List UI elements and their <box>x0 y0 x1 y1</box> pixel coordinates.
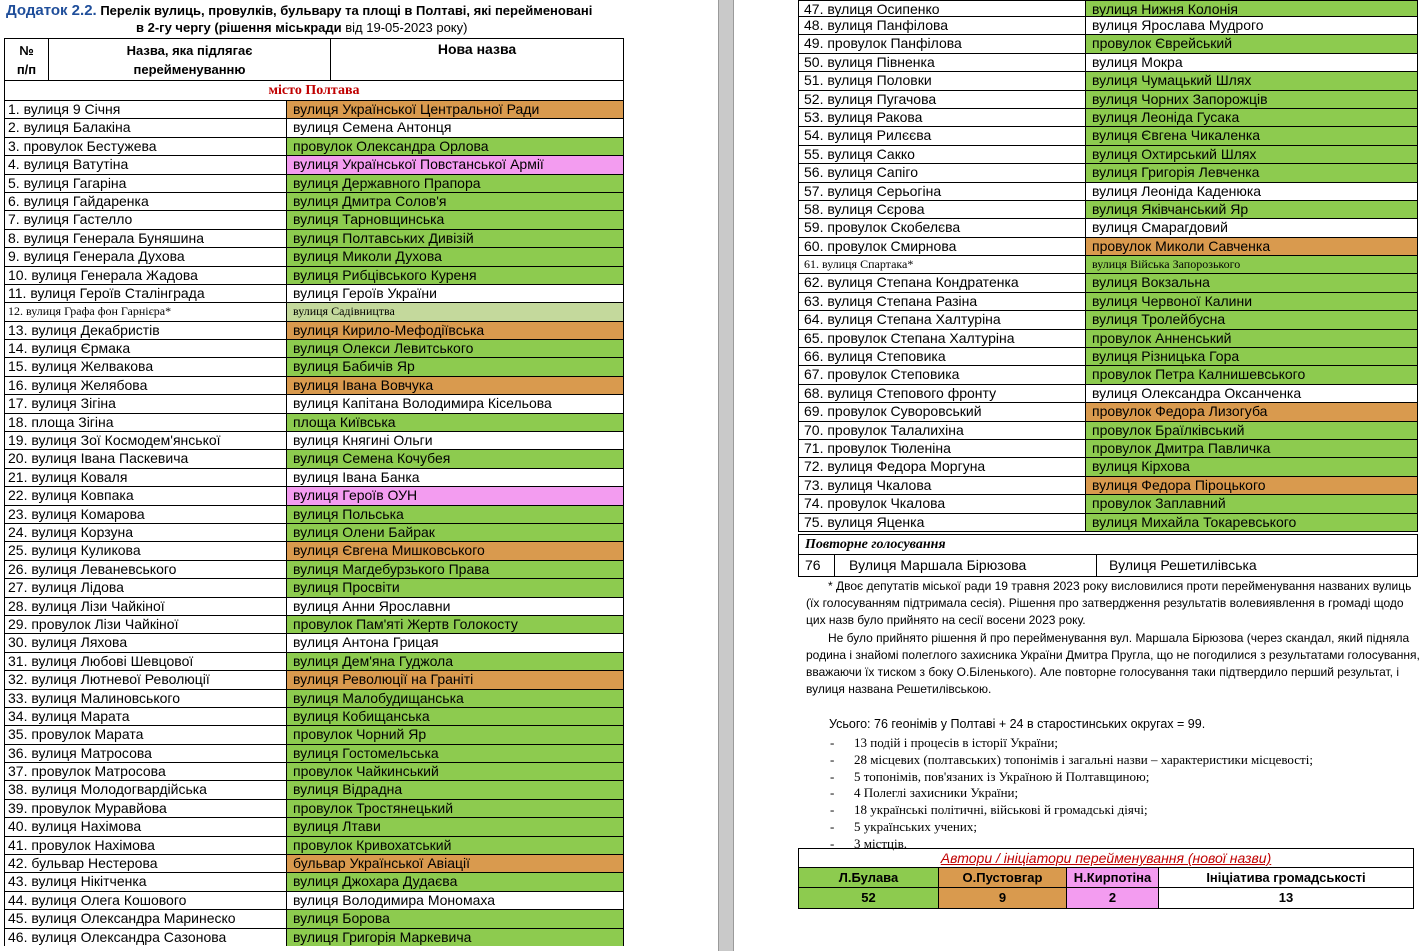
table-row <box>4 449 624 467</box>
old-street-name: 40. вулиця Нахімова <box>5 818 287 835</box>
old-street-name: 16. вулиця Желябова <box>5 377 287 394</box>
new-street-name: вулиця Вокзальна <box>1086 274 1417 291</box>
new-street-name: вулиця Магдебурзького Права <box>287 561 623 578</box>
new-street-name: провулок Єврейський <box>1086 35 1417 52</box>
footnote-2: Не було прийнято рішення й про перейменування вул. Маршала Бірюзова (через скандал, який підняла родина і знайомі полеглого захисника України Дмитра Пругла, що не погодилися з результатами голосування, вважаючи їх тиском з боку О.Біленького). Але повторне голосування таки підтвердило перший результат, і вулиця названа Решетилівською. <box>806 631 1420 696</box>
new-street-name: вулиця Тарновщинська <box>287 211 623 228</box>
old-street-name: 55. вулиця Сакко <box>799 146 1086 163</box>
old-street-name: 13. вулиця Декабристів <box>5 322 287 339</box>
new-street-name: вулиця Дем'яна Гуджола <box>287 653 623 670</box>
table-row <box>4 652 624 670</box>
authors-title: Автори / ініціатори перейменування (нової назви) <box>799 849 1413 868</box>
old-street-name: 10. вулиця Генерала Жадова <box>5 267 287 284</box>
old-street-name: 51. вулиця Половки <box>799 72 1086 89</box>
new-street-name: вулиця Федора Піроцького <box>1086 477 1417 494</box>
new-street-name: вулиця Мокра <box>1086 54 1417 71</box>
table-row <box>4 523 624 541</box>
old-street-name: 66. вулиця Степовика <box>799 348 1086 365</box>
table-row <box>4 578 624 596</box>
table-row <box>798 0 1418 16</box>
new-street-name: вулиця Григорія Левченка <box>1086 164 1417 181</box>
table-row <box>798 310 1418 328</box>
table-row <box>798 513 1418 531</box>
col-old-name-header <box>49 39 331 81</box>
table-row <box>4 376 624 394</box>
table-row <box>798 329 1418 347</box>
table-row <box>4 799 624 817</box>
table-row <box>4 872 624 890</box>
table-row <box>4 339 624 357</box>
summary-item: - 13 подій і процесів в історії України; <box>828 734 1427 751</box>
new-street-name: вулиця Борова <box>287 910 623 927</box>
col-old-line2: перейменуванню <box>133 62 246 77</box>
new-street-name: вулиця Смарагдовий <box>1086 219 1417 236</box>
new-street-name: вулиця Дмитра Солов'я <box>287 193 623 210</box>
new-street-name: вулиця Івана Вовчука <box>287 377 623 394</box>
table-row <box>4 817 624 835</box>
table-row <box>4 468 624 486</box>
old-street-name: 11. вулиця Героїв Сталінграда <box>5 285 287 302</box>
new-street-name: вулиця Малобудищанська <box>287 690 623 707</box>
table-row <box>4 302 624 320</box>
old-street-name: 50. вулиця Півненка <box>799 54 1086 71</box>
author-name: Ініціатива громадськості <box>1159 868 1413 887</box>
old-street-name: 69. провулок Суворовський <box>799 403 1086 420</box>
author-count: 52 <box>799 888 939 908</box>
table-row <box>798 237 1418 255</box>
new-street-name: вулиця Тролейбусна <box>1086 311 1417 328</box>
table-row <box>4 560 624 578</box>
summary-item: - 3 містців. <box>828 835 1427 852</box>
new-street-name: вулиця Семена Кочубея <box>287 450 623 467</box>
old-street-name: 12. вулиця Графа фон Гарнієра* <box>5 303 287 320</box>
repeat-vote-new-name: Вулиця Решетилівська <box>1109 557 1257 573</box>
new-street-name: провулок Петра Калнишевського <box>1086 366 1417 383</box>
new-street-name: вулиця Михайла Токаревського <box>1086 514 1417 531</box>
new-street-name: провулок Заплавний <box>1086 495 1417 512</box>
old-street-name: 62. вулиця Степана Кондратенка <box>799 274 1086 291</box>
old-street-name: 44. вулиця Олега Кошового <box>5 892 287 909</box>
new-street-name: вулиця Бабичів Яр <box>287 358 623 375</box>
old-street-name: 37. провулок Матросова <box>5 763 287 780</box>
old-street-name: 17. вулиця Зігіна <box>5 395 287 412</box>
old-street-name: 14. вулиця Єрмака <box>5 340 287 357</box>
table-row <box>4 486 624 504</box>
table-row <box>798 108 1418 126</box>
authors-counts-row <box>799 888 1413 908</box>
old-street-name: 31. вулиця Любові Шевцової <box>5 653 287 670</box>
old-street-name: 70. провулок Талалихіна <box>799 422 1086 439</box>
new-street-name: провулок Тростянецький <box>287 800 623 817</box>
table-row <box>4 155 624 173</box>
new-street-name: вулиця Охтирський Шлях <box>1086 146 1417 163</box>
authors-table <box>798 848 1414 909</box>
summary-item: - 5 українських учених; <box>828 818 1427 835</box>
new-street-name: вулиця Державного Прапора <box>287 175 623 192</box>
table-row <box>798 494 1418 512</box>
old-street-name: 46. вулиця Олександра Сазонова <box>5 929 287 946</box>
city-heading: місто Полтава <box>4 80 624 100</box>
new-street-name: вулиця Володимира Мономаха <box>287 892 623 909</box>
table-row <box>4 615 624 633</box>
table-row <box>4 891 624 909</box>
table-row <box>4 100 624 118</box>
table-row <box>798 365 1418 383</box>
new-street-name: вулиця Червоної Калини <box>1086 293 1417 310</box>
table-row <box>4 909 624 927</box>
old-street-name: 34. вулиця Марата <box>5 708 287 725</box>
new-street-name: вулиця Садівництва <box>287 303 623 320</box>
table-row <box>4 707 624 725</box>
right-page <box>734 0 1427 951</box>
table-row <box>4 321 624 339</box>
author-name: О.Пустовгар <box>939 868 1067 887</box>
new-street-name: провулок Чайкинський <box>287 763 623 780</box>
new-street-name: провулок Браїлківський <box>1086 422 1417 439</box>
new-street-name: вулиця Нижня Колонія <box>1086 1 1417 16</box>
old-street-name: 7. вулиця Гастелло <box>5 211 287 228</box>
old-street-name: 41. провулок Нахімова <box>5 837 287 854</box>
page-gutter <box>718 0 734 951</box>
document-title: Перелік вулиць, провулків, бульвару та площі в Полтаві, які перейменовані <box>96 3 593 18</box>
new-street-name: вулиця Олександра Оксанченка <box>1086 385 1417 402</box>
table-row <box>4 357 624 375</box>
old-street-name: 71. провулок Тюленіна <box>799 440 1086 457</box>
new-street-name: провулок Чорний Яр <box>287 726 623 743</box>
old-street-name: 32. вулиця Лютневої Революції <box>5 671 287 688</box>
table-row <box>798 53 1418 71</box>
old-street-name: 30. вулиця Ляхова <box>5 634 287 651</box>
repeat-vote-title: Повторне голосування <box>798 534 1418 555</box>
old-street-name: 35. провулок Марата <box>5 726 287 743</box>
repeat-vote-number: 76 <box>799 555 835 576</box>
table-row <box>4 284 624 302</box>
table-row <box>4 541 624 559</box>
table-row <box>798 163 1418 181</box>
old-street-name: 26. вулиця Леваневського <box>5 561 287 578</box>
col-number-line1: № <box>19 43 34 58</box>
old-street-name: 43. вулиця Нікітченка <box>5 873 287 890</box>
table-row <box>4 633 624 651</box>
new-street-name: вулиця Чумацький Шлях <box>1086 72 1417 89</box>
col-new-name-header: Нова назва <box>437 41 517 57</box>
table-row <box>4 762 624 780</box>
table-row <box>798 457 1418 475</box>
new-street-name: вулиця Рибцівського Куреня <box>287 267 623 284</box>
new-street-name: вулиця Анни Ярославни <box>287 598 623 615</box>
new-street-name: вулиця Леоніда Гусака <box>1086 109 1417 126</box>
old-street-name: 47. вулиця Осипенко <box>799 1 1086 16</box>
old-street-name: 73. вулиця Чкалова <box>799 477 1086 494</box>
table-row <box>798 218 1418 236</box>
new-street-name: вулиця Капітана Володимира Кісельова <box>287 395 623 412</box>
new-street-name: вулиця Кирило-Мефодіївська <box>287 322 623 339</box>
table-row <box>4 413 624 431</box>
summary-total: Усього: 76 геонімів у Полтаві + 24 в старостинських округах = 99. <box>829 717 1206 731</box>
new-street-name: вулиця Полтавських Дивізій <box>287 230 623 247</box>
new-street-name: провулок Олександра Орлова <box>287 138 623 155</box>
old-street-name: 67. провулок Степовика <box>799 366 1086 383</box>
new-street-name: вулиця Кірхова <box>1086 458 1417 475</box>
left-rows <box>4 100 624 946</box>
table-row <box>4 597 624 615</box>
author-name: Л.Булава <box>799 868 939 887</box>
new-street-name: вулиця Івана Банка <box>287 469 623 486</box>
old-street-name: 5. вулиця Гагаріна <box>5 175 287 192</box>
old-street-name: 65. провулок Степана Халтуріна <box>799 330 1086 347</box>
author-count: 9 <box>939 888 1067 908</box>
new-street-name: вулиця Героїв ОУН <box>287 487 623 504</box>
table-row <box>798 200 1418 218</box>
old-street-name: 45. вулиця Олександра Маринеско <box>5 910 287 927</box>
table-row <box>4 174 624 192</box>
old-street-name: 27. вулиця Лідова <box>5 579 287 596</box>
footnote-1: * Двоє депутатів міської ради 19 травня 2023 року висловилися проти перейменування названих вулиць (їх голосуванням підтримала сесія). Рішення про затвердження результатів волевиявлення в громаді щодо цих назв було прийнято на сесії восени 2023 року. <box>806 579 1412 627</box>
appendix-label: Додаток 2.2. <box>6 2 97 19</box>
table-row <box>798 255 1418 273</box>
old-street-name: 22. вулиця Ковпака <box>5 487 287 504</box>
old-street-name: 23. вулиця Комарова <box>5 506 287 523</box>
new-street-name: вулиця Чорних Запорожців <box>1086 91 1417 108</box>
new-street-name: провулок Пам'яті Жертв Голокосту <box>287 616 623 633</box>
footnotes <box>806 578 1424 699</box>
old-street-name: 56. вулиця Сапіго <box>799 164 1086 181</box>
old-street-name: 68. вулиця Степового фронту <box>799 385 1086 402</box>
old-street-name: 59. провулок Скобелєва <box>799 219 1086 236</box>
authors-names-row <box>799 868 1413 888</box>
document-subtitle: в 2-гу чергу (рішення міськради від 19-05-2023 року) <box>136 20 468 35</box>
new-street-name: вулиця Кобищанська <box>287 708 623 725</box>
new-street-name: провулок Дмитра Павличка <box>1086 440 1417 457</box>
old-street-name: 61. вулиця Спартака* <box>799 256 1086 273</box>
old-street-name: 42. бульвар Нестерова <box>5 855 287 872</box>
table-row <box>4 744 624 762</box>
new-street-name: вулиця Війська Запорозького <box>1086 256 1417 273</box>
summary-item: - 4 Полеглі захисники України; <box>828 784 1427 801</box>
author-count: 13 <box>1159 888 1413 908</box>
repeat-vote-table <box>798 534 1418 577</box>
new-street-name: провулок Кривохатський <box>287 837 623 854</box>
table-row <box>4 394 624 412</box>
old-street-name: 33. вулиця Малиновського <box>5 690 287 707</box>
summary-list <box>828 734 1427 852</box>
new-street-name: вулиця Олени Байрак <box>287 524 623 541</box>
table-row <box>4 247 624 265</box>
old-street-name: 15. вулиця Желвакова <box>5 358 287 375</box>
col-number-header <box>5 39 49 81</box>
new-street-name: провулок Федора Лизогуба <box>1086 403 1417 420</box>
old-street-name: 63. вулиця Степана Разіна <box>799 293 1086 310</box>
new-street-name: бульвар Української Авіації <box>287 855 623 872</box>
old-street-name: 24. вулиця Корзуна <box>5 524 287 541</box>
table-row <box>4 431 624 449</box>
old-street-name: 4. вулиця Ватутіна <box>5 156 287 173</box>
table-row <box>4 780 624 798</box>
new-street-name: вулиця Лтави <box>287 818 623 835</box>
new-street-name: вулиця Євгена Чикаленка <box>1086 127 1417 144</box>
old-street-name: 57. вулиця Серьогіна <box>799 183 1086 200</box>
author-name: Н.Кирпотіна <box>1067 868 1159 887</box>
new-street-name: вулиця Княгині Ольги <box>287 432 623 449</box>
old-street-name: 48. вулиця Панфілова <box>799 17 1086 34</box>
new-street-name: вулиця Української Центральної Ради <box>287 101 623 118</box>
table-row <box>798 126 1418 144</box>
col-old-line1: Назва, яка підлягає <box>126 43 253 58</box>
table-row <box>4 210 624 228</box>
summary-item: - 18 українські політичні, військові й громадські діячі; <box>828 801 1427 818</box>
author-count: 2 <box>1067 888 1159 908</box>
new-street-name: вулиця Ярослава Мудрого <box>1086 17 1417 34</box>
new-street-name: вулиця Української Повстанської Армії <box>287 156 623 173</box>
new-street-name: вулиця Різницька Гора <box>1086 348 1417 365</box>
new-street-name: вулиця Героїв України <box>287 285 623 302</box>
table-row <box>4 192 624 210</box>
old-street-name: 20. вулиця Івана Паскевича <box>5 450 287 467</box>
old-street-name: 19. вулиця Зої Космодем'янської <box>5 432 287 449</box>
new-street-name: вулиця Антона Грицая <box>287 634 623 651</box>
table-row <box>798 439 1418 457</box>
new-street-name: площа Київська <box>287 414 623 431</box>
repeat-vote-row <box>798 555 1418 577</box>
new-street-name: вулиця Миколи Духова <box>287 248 623 265</box>
old-street-name: 3. провулок Бестужева <box>5 138 287 155</box>
old-street-name: 29. провулок Лізи Чайкіної <box>5 616 287 633</box>
table-header <box>4 38 624 80</box>
old-street-name: 38. вулиця Молодогвардійська <box>5 781 287 798</box>
table-row <box>4 505 624 523</box>
table-row <box>4 854 624 872</box>
new-street-name: вулиця Олекси Левитського <box>287 340 623 357</box>
old-street-name: 28. вулиця Лізи Чайкіної <box>5 598 287 615</box>
old-street-name: 64. вулиця Степана Халтуріна <box>799 311 1086 328</box>
new-street-name: вулиця Гостомельська <box>287 745 623 762</box>
old-street-name: 6. вулиця Гайдаренка <box>5 193 287 210</box>
table-row <box>4 689 624 707</box>
table-row <box>798 16 1418 34</box>
streets-table-continued <box>798 0 1418 532</box>
table-row <box>4 725 624 743</box>
summary-item: - 28 місцевих (полтавських) топонімів і загальні назви – характеристики місцевості; <box>828 751 1427 768</box>
new-street-name: вулиця Польська <box>287 506 623 523</box>
new-street-name: вулиця Семена Антонця <box>287 119 623 136</box>
document-header <box>6 2 646 38</box>
old-street-name: 52. вулиця Пугачова <box>799 91 1086 108</box>
new-street-name: провулок Анненський <box>1086 330 1417 347</box>
table-row <box>4 137 624 155</box>
table-row <box>4 118 624 136</box>
new-street-name: вулиця Євгена Мишковського <box>287 542 623 559</box>
old-street-name: 49. провулок Панфілова <box>799 35 1086 52</box>
table-row <box>4 928 624 946</box>
right-rows <box>798 0 1418 532</box>
old-street-name: 1. вулиця 9 Січня <box>5 101 287 118</box>
table-row <box>798 476 1418 494</box>
table-row <box>4 670 624 688</box>
old-street-name: 2. вулиця Балакіна <box>5 119 287 136</box>
old-street-name: 9. вулиця Генерала Духова <box>5 248 287 265</box>
new-street-name: вулиця Революції на Граніті <box>287 671 623 688</box>
old-street-name: 21. вулиця Коваля <box>5 469 287 486</box>
new-street-name: вулиця Яківчанський Яр <box>1086 201 1417 218</box>
old-street-name: 75. вулиця Яценка <box>799 514 1086 531</box>
table-row <box>798 292 1418 310</box>
new-street-name: вулиця Леоніда Каденюка <box>1086 183 1417 200</box>
old-street-name: 25. вулиця Куликова <box>5 542 287 559</box>
streets-table <box>4 38 624 946</box>
old-street-name: 39. провулок Муравйова <box>5 800 287 817</box>
old-street-name: 54. вулиця Рилєєва <box>799 127 1086 144</box>
old-street-name: 36. вулиця Матросова <box>5 745 287 762</box>
new-street-name: вулиця Відрадна <box>287 781 623 798</box>
old-street-name: 60. провулок Смирнова <box>799 238 1086 255</box>
table-row <box>798 182 1418 200</box>
table-row <box>4 266 624 284</box>
table-row <box>798 71 1418 89</box>
table-row <box>798 421 1418 439</box>
table-row <box>798 90 1418 108</box>
table-row <box>4 229 624 247</box>
repeat-vote-old-name: Вулиця Маршала Бірюзова <box>835 555 1097 576</box>
old-street-name: 8. вулиця Генерала Буняшина <box>5 230 287 247</box>
table-row <box>798 384 1418 402</box>
old-street-name: 74. провулок Чкалова <box>799 495 1086 512</box>
old-street-name: 53. вулиця Ракова <box>799 109 1086 126</box>
table-row <box>798 145 1418 163</box>
table-row <box>798 273 1418 291</box>
summary-item: - 5 топонімів, пов'язаних із Україною й Полтавщиною; <box>828 768 1427 785</box>
summary <box>828 716 1427 852</box>
table-row <box>798 34 1418 52</box>
new-street-name: вулиця Григорія Маркевича <box>287 929 623 946</box>
new-street-name: провулок Миколи Савченка <box>1086 238 1417 255</box>
old-street-name: 72. вулиця Федора Моргуна <box>799 458 1086 475</box>
col-number-line2: п/п <box>16 62 37 77</box>
table-row <box>4 836 624 854</box>
old-street-name: 18. площа Зігіна <box>5 414 287 431</box>
new-street-name: вулиця Джохара Дудаєва <box>287 873 623 890</box>
new-street-name: вулиця Просвіти <box>287 579 623 596</box>
table-row <box>798 402 1418 420</box>
old-street-name: 58. вулиця Сєрова <box>799 201 1086 218</box>
table-row <box>798 347 1418 365</box>
